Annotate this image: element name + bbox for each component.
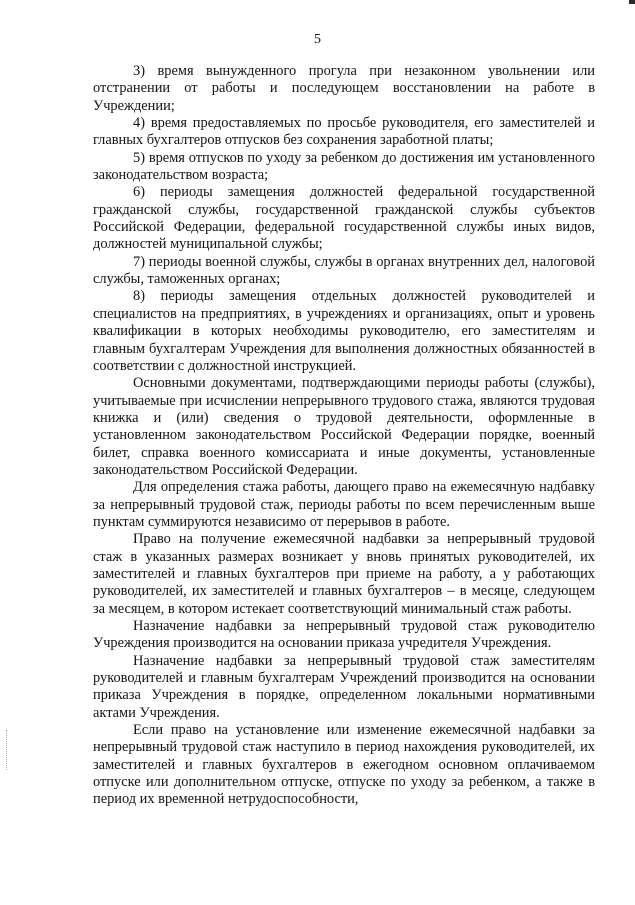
paragraph-entitlement: Право на получение ежемесячной надбавки за непрерывный трудовой стаж в указанных размерах возникает у вновь принятых руководителей, их заместителей и главных бухгалтеров при приеме на работу, а у работающих руководителей, их заместителей и главных бухгалтеров – в месяце, следующем за месяцем, в котором истекает соответствующий минимальный стаж работы.: [93, 531, 595, 617]
paragraph-documents: Основными документами, подтверждающими периоды работы (службы), учитываемые при исчислении непрерывного трудового стажа, являются трудовая книжка и (или) сведения о трудовой деятельности, оформленные в установленном законодательством Российской Федерации порядке, военный билет, справка военного комиссариата и иные документы, установленные законодательством Российской Федерации.: [93, 375, 595, 478]
paragraph-item-7: 7) периоды военной службы, службы в органах внутренних дел, налоговой службы, таможенных органах;: [93, 253, 595, 288]
scan-corner-mark: [629, 0, 635, 4]
paragraph-item-8: 8) периоды замещения отдельных должностей руководителей и специалистов на предприятиях, в учреждениях и организациях, опыт и уровень квалификации в которых необходимы руководителю, его заместителям и главным бухгалтерам Учреждения для выполнения должностных обязанностей в соответствии с должностной инструкцией.: [93, 288, 595, 374]
paragraph-summation: Для определения стажа работы, дающего право на ежемесячную надбавку за непрерывный трудовой стаж, периоды работы по всем перечисленным выше пунктам суммируются независимо от перерывов в работе.: [93, 479, 595, 530]
paragraph-leave-period: Если право на установление или изменение ежемесячной надбавки за непрерывный трудовой стаж наступило в период нахождения руководителей, их заместителей и главных бухгалтеров в ежегодном основном оплачиваемом отпуске или дополнительном отпуске, отпуске по уходу за ребенком, а также в период их временной нетрудоспособности,: [93, 722, 595, 808]
paragraph-deputies-appointment: Назначение надбавки за непрерывный трудовой стаж заместителям руководителей и главным бухгалтерам Учреждений производится на основании приказа Учреждения в порядке, определенном локальными нормативными актами Учреждения.: [93, 652, 595, 721]
scan-margin-specks: [6, 730, 8, 770]
paragraph-item-6: 6) периоды замещения должностей федеральной государственной гражданской службы, государственной гражданской службы субъектов Российской Федерации, федеральной государственной службы иных видов, должностей муниципальной службы;: [93, 184, 595, 253]
paragraph-director-appointment: Назначение надбавки за непрерывный трудовой стаж руководителю Учреждения производится на основании приказа учредителя Учреждения.: [93, 618, 595, 652]
paragraph-item-3: 3) время вынужденного прогула при незаконном увольнении или отстранении от работы и последующем восстановлении на работе в Учреждении;: [93, 63, 595, 114]
paragraph-item-4: 4) время предоставляемых по просьбе руководителя, его заместителей и главных бухгалтеров отпусков без сохранения заработной платы;: [93, 115, 595, 149]
paragraph-item-5: 5) время отпусков по уходу за ребенком до достижения им установленного законодательством возраста;: [93, 149, 595, 184]
document-body: [93, 63, 595, 809]
page-number: 5: [314, 32, 321, 47]
